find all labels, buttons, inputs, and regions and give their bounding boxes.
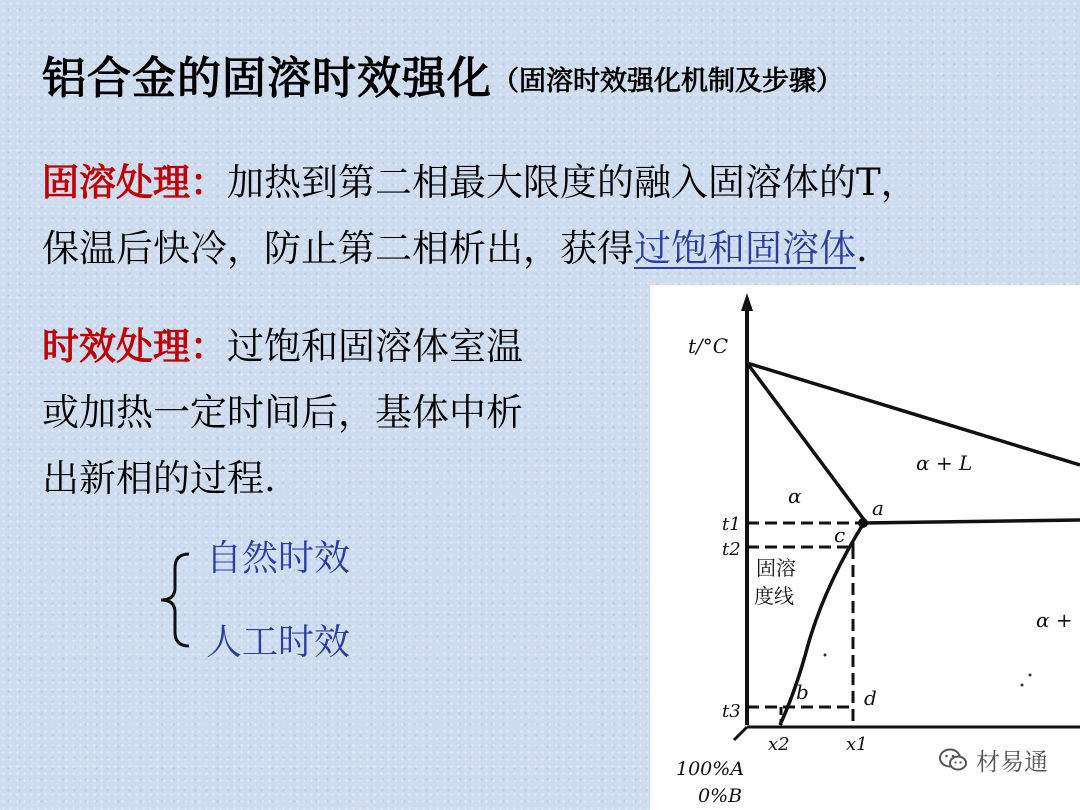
solution-line-2 xyxy=(42,216,918,282)
composition-A-label: 100%A xyxy=(676,758,745,780)
phase-alpha-beta-label: α + xyxy=(1036,608,1073,632)
solution-text-2: 保温后快冷，防止第二相析出，获得 xyxy=(42,227,634,270)
natural-aging-item: 自然时效 xyxy=(206,538,351,579)
watermark-text: 材易通 xyxy=(976,748,1048,776)
solution-line-1 xyxy=(42,150,918,216)
aging-line-2: 或加热一定时间后，基体中析 xyxy=(42,391,523,434)
t1-label: t1 xyxy=(722,514,741,535)
aging-treatment-paragraph xyxy=(42,314,523,512)
title-main: 铝合金的固溶时效强化 xyxy=(42,53,492,104)
phase-alpha-label: α xyxy=(788,484,802,508)
aging-line-3: 出新相的过程. xyxy=(42,457,276,500)
phase-alpha-L-label: α + L xyxy=(916,451,973,475)
solution-text-end: . xyxy=(856,227,868,270)
solvus-label-2: 度线 xyxy=(754,584,794,608)
phase-diagram xyxy=(650,285,1080,810)
brace-icon xyxy=(155,550,195,650)
point-b-label: b xyxy=(796,680,809,704)
point-a-label: a xyxy=(872,496,884,520)
solution-text-1: 加热到第二相最大限度的融入固溶体的T， xyxy=(227,161,918,204)
t2-label: t2 xyxy=(722,539,741,560)
solvus-label-1: 固溶 xyxy=(756,556,796,580)
x2-label: x2 xyxy=(768,734,790,755)
supersaturated-solid-solution-link[interactable]: 过饱和固溶体 xyxy=(634,227,856,270)
aging-text-1: 过饱和固溶体室温 xyxy=(227,325,523,368)
t3-label: t3 xyxy=(722,701,741,722)
slide-title xyxy=(42,42,843,106)
liquidus-line xyxy=(747,363,1080,465)
title-subtitle: （固溶时效强化机制及步骤） xyxy=(492,66,843,97)
y-axis-arrow xyxy=(741,293,753,311)
corner-tick xyxy=(734,727,747,740)
eutectic-line xyxy=(862,520,1080,523)
wechat-icon xyxy=(938,747,968,773)
watermark xyxy=(938,742,1048,777)
solution-treatment-paragraph xyxy=(42,150,918,282)
point-c-label: c xyxy=(834,523,846,547)
solution-label: 固溶处理： xyxy=(42,161,227,204)
composition-B-label: 0%B xyxy=(698,785,743,807)
solidus-line xyxy=(747,363,865,521)
aging-line-1 xyxy=(42,314,523,380)
point-d-label: d xyxy=(864,686,877,710)
aging-label: 时效处理： xyxy=(42,325,227,368)
artificial-aging-item: 人工时效 xyxy=(206,622,351,663)
y-axis-label: t/°C xyxy=(688,334,729,358)
x1-label: x1 xyxy=(846,734,868,755)
